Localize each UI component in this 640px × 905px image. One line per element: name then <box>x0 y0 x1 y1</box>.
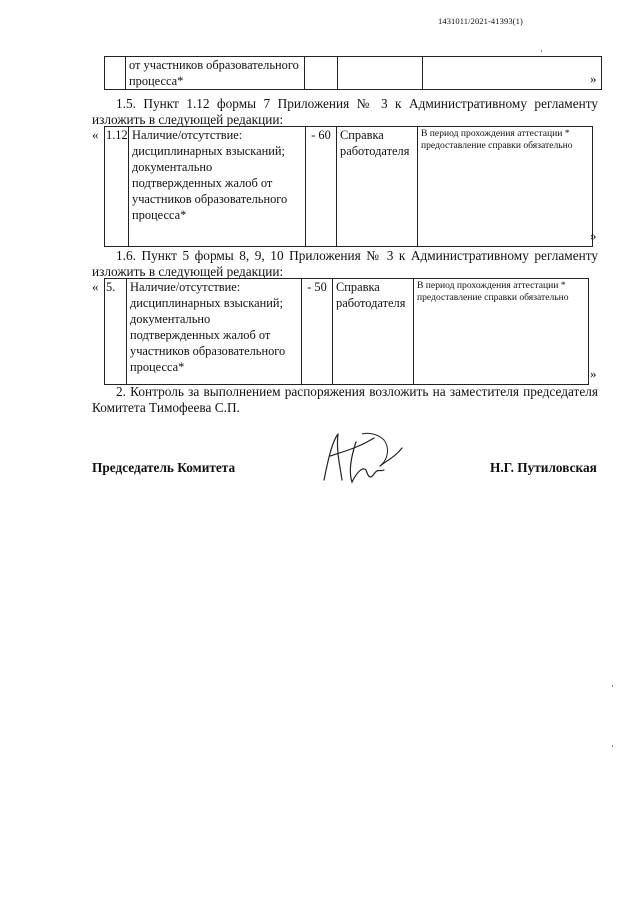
scan-speck <box>612 745 613 747</box>
points-cell: - 50 <box>302 279 333 385</box>
note-cell: В период прохождения аттестации * предоставление справки обязательно <box>414 279 589 385</box>
paragraph-2-text: 2. Контроль за выполнением распоряжения возложить на заместителя председателя Комитета Тимофеева С.П. <box>92 384 598 415</box>
note-cell <box>423 57 602 90</box>
source-cell: Справка работодателя <box>333 279 414 385</box>
close-quote: » <box>590 71 597 86</box>
scan-speck <box>541 50 542 52</box>
table-cell-empty <box>105 57 126 90</box>
scan-speck <box>612 685 613 687</box>
table-item-1-12 <box>104 126 593 247</box>
signatory-role: Председатель Комитета <box>92 460 236 475</box>
paragraph-1-6-text: 1.6. Пункт 5 формы 8, 9, 10 Приложения № 3 к Административному регламенту изложить в следующей редакции: <box>92 248 598 279</box>
source-cell <box>338 57 423 90</box>
open-quote: « <box>92 279 99 294</box>
source-cell: Справка работодателя <box>337 127 418 247</box>
open-quote: « <box>92 127 99 142</box>
points-cell: - 60 <box>306 127 337 247</box>
criterion-cell: от участников образовательного процесса* <box>126 57 305 90</box>
close-quote: » <box>590 366 597 381</box>
table-item-5 <box>104 278 589 385</box>
item-number: 1.12 <box>105 127 129 247</box>
paragraph-1-5 <box>92 96 598 127</box>
signatory-name: Н.Г. Путиловская <box>490 460 597 475</box>
note-cell: В период прохождения аттестации * предоставление справки обязательно <box>418 127 593 247</box>
paragraph-2 <box>92 384 598 415</box>
close-quote: » <box>590 228 597 243</box>
signature-image <box>318 430 408 492</box>
table-continuation <box>104 56 602 90</box>
criterion-cell: Наличие/отсутствие: дисциплинарных взысканий; документально подтвержденных жалоб от участников образовательного процесса* <box>129 127 306 247</box>
criterion-cell: Наличие/отсутствие: дисциплинарных взысканий; документально подтвержденных жалоб от участников образовательного процесса* <box>127 279 302 385</box>
item-number: 5. <box>105 279 127 385</box>
document-number: 1431011/2021-41393(1) <box>438 16 523 26</box>
paragraph-1-5-text: 1.5. Пункт 1.12 формы 7 Приложения № 3 к Административному регламенту изложить в следующей редакции: <box>92 96 598 127</box>
paragraph-1-6 <box>92 248 598 279</box>
points-cell <box>305 57 338 90</box>
